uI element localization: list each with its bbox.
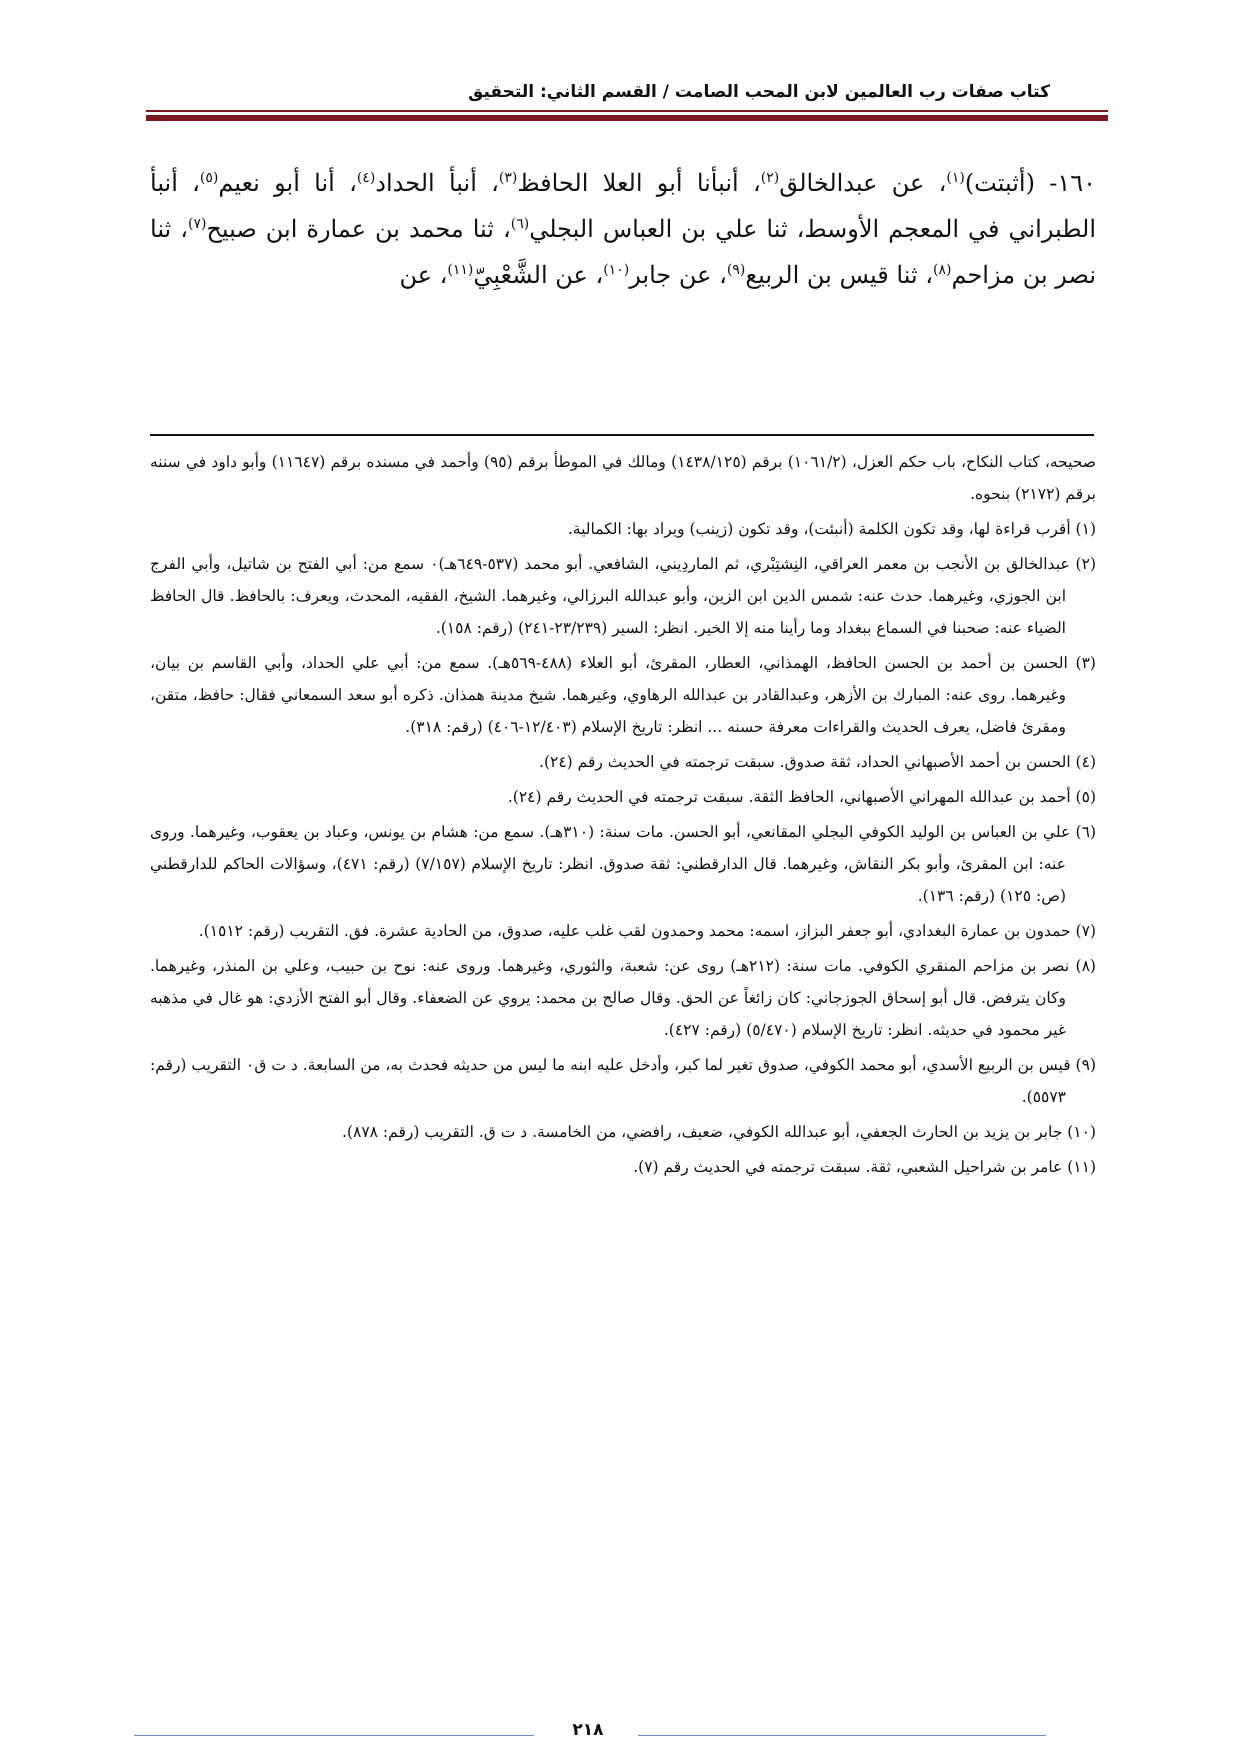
isnad-segment: ، أنا أبو نعيم — [218, 169, 357, 197]
footnote-1: (١) أقرب قراءة لها، وقد تكون الكلمة (أنبئت)، وقد تكون (زينب) ويراد بها: الكمالية. — [567, 520, 1096, 538]
footnote-3: (٣) الحسن بن أحمد بن الحسن الحافظ، الهمذاني، العطار، المقرئ، أبو العلاء (٤٨٨-٥٦٩هـ). سمع من: أبي علي الحداد، وأبي القاسم بن بيان، وغيرهما. روى عنه: المبارك بن الأزهر، وعبدالقادر بن عبدالله الرهاوي، وغيرهما. شيخ مدينة همذان. ذكره أبو سعد السمعاني فقال: حافظ، متقن، ومقرئ فاضل، يعرف الحديث والقراءات معرفة حسنه ... انظر: تاريخ الإسلام (١٢/٤٠٣-٤٠٦) (رقم: ٣١٨). — [150, 654, 1096, 736]
hadith-number: ١٦٠- (أثبتت) — [964, 169, 1096, 197]
page-number: ٢١٨ — [572, 1720, 604, 1740]
footer-rule-right — [638, 1735, 1046, 1736]
footnote-ref: (٩) — [726, 262, 746, 278]
footnote-6: (٦) علي بن العباس بن الوليد الكوفي البجلي المقانعي، أبو الحسن. مات سنة: (٣١٠هـ). سمع من: هشام بن يونس، وعباد بن يعقوب، وغيرهما. وروى عنه: ابن المقرئ، وأبو بكر النقاش، وغيرهما. قال الدارقطني: ثقة صدوق. انظر: تاريخ الإسلام (٧/١٥٧) (رقم: ٤٧١)، وسؤالات الحاكم للدارقطني (ص: ١٢٥) (رقم: ١٣٦). — [150, 823, 1096, 905]
footnote-ref: (٨) — [933, 262, 952, 278]
isnad-segment: ، عن جابر — [629, 261, 727, 289]
footnote-ref: (٧) — [187, 216, 207, 232]
footnote-separator — [150, 434, 1094, 436]
header-rule-thin — [146, 110, 1108, 112]
footnote-7: (٧) حمدون بن عمارة البغدادي، أبو جعفر البزاز، اسمه: محمد وحمدون لقب غلب عليه، صدوق، من الحادية عشرة. فق. التقريب (رقم: ١٥١٢). — [198, 922, 1096, 940]
isnad-segment: ، ثنا محمد بن عمارة ابن صبيح — [206, 215, 511, 243]
isnad-segment: ، عن عبدالخالق — [779, 169, 947, 197]
footnote-ref: (٢) — [760, 170, 780, 186]
footnote-11: (١١) عامر بن شراحيل الشعبي، ثقة. سبقت ترجمته في الحديث رقم (٧). — [633, 1158, 1096, 1176]
footnote-4: (٤) الحسن بن أحمد الأصبهاني الحداد، ثقة صدوق. سبقت ترجمته في الحديث رقم (٢٤). — [539, 753, 1096, 771]
footnote-ref: (١٠) — [603, 262, 630, 278]
isnad-segment: ، أنبأ الحداد — [375, 169, 499, 197]
isnad-tail: ، عن — [399, 261, 448, 289]
isnad-segment: ، عن الشَّعْبِيّ — [473, 261, 604, 289]
footnote-10: (١٠) جابر بن يزيد بن الحارث الجعفي، أبو عبدالله الكوفي، ضعيف، رافضي، من الخامسة. د ت ق. التقريب (رقم: ٨٧٨). — [342, 1123, 1096, 1141]
isnad-segment: ، أنبأنا أبو العلا الحافظ — [517, 169, 761, 197]
footnote-continuation: صحيحه، كتاب النكاح، باب حكم العزل، (١٠٦١/٢) برقم (١٤٣٨/١٢٥) ومالك في الموطأ برقم (٩٥) وأحمد في مسنده برقم (١١٦٤٧) وأبو داود في سننه برقم (٢١٧٢) بنحوه. — [150, 453, 1096, 503]
isnad-segment: ، ثنا قيس بن الربيع — [745, 261, 934, 289]
running-header-title: كتاب صفات رب العالمين لابن المحب الصامت / القسم الثاني: التحقيق — [468, 82, 1050, 102]
footnotes — [150, 446, 1096, 1186]
footnote-5: (٥) أحمد بن عبدالله المهراني الأصبهاني، الحافظ الثقة. سبقت ترجمته في الحديث رقم (٢٤). — [507, 788, 1096, 806]
footnote-ref: (٣) — [498, 170, 518, 186]
footnote-ref: (١) — [946, 170, 965, 186]
footnote-9: (٩) قيس بن الربيع الأسدي، أبو محمد الكوفي، صدوق تغير لما كبر، وأدخل عليه ابنه ما ليس من حديثه فحدث به، من السابعة. د ت ق٠ التقريب (رقم: ٥٥٧٣). — [150, 1056, 1096, 1106]
footnote-ref: (١١) — [447, 262, 474, 278]
isnad-segment: ، ثنا نصر بن مزاحم — [150, 215, 1096, 289]
header-rule-thick — [146, 115, 1108, 121]
hadith-text — [150, 160, 1096, 298]
footnote-ref: (٤) — [356, 170, 376, 186]
footnote-ref: (٥) — [199, 170, 219, 186]
isnad-segment: ، أنبأ الطبراني في المعجم الأوسط، ثنا علي بن العباس البجلي — [150, 169, 1097, 243]
footer-rule-left — [134, 1735, 534, 1736]
footnote-ref: (٦) — [510, 216, 530, 232]
footnote-2: (٢) عبدالخالق بن الأنجب بن معمر العراقي، النِشتِبْري، ثم الماردِيني، الشافعي. أبو محمد (٥٣٧-٦٤٩هـ)٠ سمع من: أبي الفتح بن شاتيل، وأبي الفرج ابن الجوزي، وغيرهما. حدث عنه: شمس الدين ابن الزين، وأبو عبدالله البرزالي، وغيرهما. الشيخ، الفقيه، المحدث، ويعرف: بالحافظ. قال الحافظ الضياء عنه: صحبنا في السماع ببغداد وما رأينا منه إلا الخير. انظر: السير (٢٣/٢٣٩-٢٤١) (رقم: ١٥٨). — [150, 555, 1096, 637]
footnote-8: (٨) نصر بن مزاحم المنقري الكوفي. مات سنة: (٢١٢هـ) روى عن: شعبة، والثوري، وغيرهما. وروى عنه: نوح بن حبيب، وعلي بن المنذر، وغيرهما. وكان يترفض. قال أبو إسحاق الجوزجاني: كان زائغاً عن الحق. وقال صالح بن محمد: يروي عن الضعفاء. وقال أبو الفتح الأزدي: هو غال في مذهبه غير محمود في حديثه. انظر: تاريخ الإسلام (٥/٤٧٠) (رقم: ٤٢٧). — [150, 957, 1096, 1039]
